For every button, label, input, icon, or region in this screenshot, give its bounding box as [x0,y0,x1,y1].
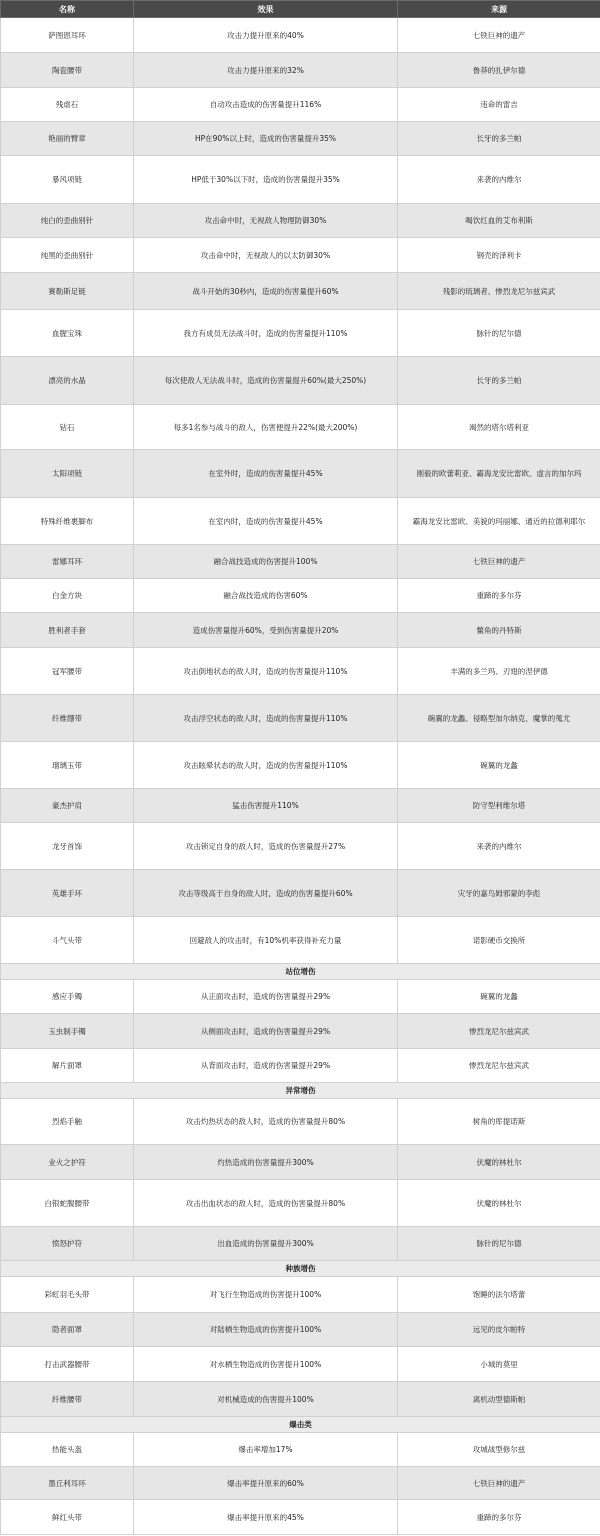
cell-source: 脉针的尼尔德 [398,1227,600,1261]
cell-source: 防守型利维尔塔 [398,789,600,823]
cell-source: 鲁莽的扎伊尔德 [398,53,600,88]
cell-source: 重蹄的多尔芬 [398,579,600,613]
cell-name: 冠军腰带 [1,648,134,695]
section-header-row [1,1417,600,1433]
table-row [1,1099,600,1145]
cell-source: 长牙的多兰帕 [398,357,600,405]
cell-source: 重蹄的多尔芬 [398,1500,600,1535]
cell-effect: 攻击力提升原来的40% [134,18,398,53]
cell-effect: 攻击灼热状态的敌人时，造成的伤害量提升80% [134,1099,398,1145]
table-row [1,789,600,823]
table-row [1,1180,600,1227]
table-row [1,273,600,310]
section-header-row [1,964,600,980]
cell-source: 长牙的多兰帕 [398,122,600,156]
cell-effect: 从侧面攻击时，造成的伤害量提升29% [134,1014,398,1049]
table-row [1,1433,600,1467]
cell-name: 龙牙首饰 [1,823,134,870]
cell-effect: 自动攻击造成的伤害量提升116% [134,88,398,122]
cell-source: 来袭的内维尔 [398,156,600,204]
cell-name: 漂亮的水晶 [1,357,134,405]
cell-source: 七铁巨神的遗产 [398,18,600,53]
header-name: 名称 [1,1,134,18]
header-source: 来源 [398,1,600,18]
cell-source: 攻城战型修尔兹 [398,1433,600,1467]
table-row [1,310,600,357]
cell-effect: 攻击命中时，无视敌人物理防御30% [134,204,398,238]
cell-source: 残影的琉璃者、惨烈龙尼尔兹宾武 [398,273,600,310]
cell-effect: 攻击力提升原来的32% [134,53,398,88]
table-row [1,870,600,917]
table-row [1,1049,600,1083]
cell-effect: 回避敌人的攻击时，有10%机率获得补充力量 [134,917,398,964]
cell-source: 小城的莫里 [398,1347,600,1382]
cell-effect: 对陆栖生物造成的伤害提升100% [134,1313,398,1347]
cell-effect: 爆击率提升原来的60% [134,1467,398,1500]
cell-source: 鳖角的丹特斯 [398,613,600,648]
cell-source: 七铁巨神的遗产 [398,1467,600,1500]
table-row [1,1313,600,1347]
cell-name: 愤怒护符 [1,1227,134,1261]
table-row [1,1347,600,1382]
cell-name: 豪杰护肩 [1,789,134,823]
cell-name: 纤维绷带 [1,695,134,742]
cell-source: 碗翼的龙蠡 [398,980,600,1014]
cell-name: 瑠璃玉带 [1,742,134,789]
cell-effect: HP在90%以上时，造成的伤害量提升35% [134,122,398,156]
cell-name: 暴风项链 [1,156,134,204]
cell-name: 白银蛇腹腰带 [1,1180,134,1227]
cell-name: 业火之护符 [1,1145,134,1180]
cell-effect: 对水栖生物造成的伤害提升100% [134,1347,398,1382]
cell-source: 碗翼的龙蠡 [398,742,600,789]
table-row [1,917,600,964]
table-body [1,18,600,1535]
cell-name: 感应手镯 [1,980,134,1014]
table-row [1,823,600,870]
cell-source: 钢壳的泽利卡 [398,238,600,273]
cell-name: 雷娜耳环 [1,545,134,579]
cell-source: 脉针的尼尔德 [398,310,600,357]
table-row [1,1277,600,1313]
cell-name: 血腥宝珠 [1,310,134,357]
cell-source: 离机动型德斯帕 [398,1382,600,1417]
cell-effect: 攻击浮空状态的敌人时，造成的伤害量提升110% [134,695,398,742]
table-row [1,1014,600,1049]
cell-name: 纤维腰带 [1,1382,134,1417]
cell-source: 来袭的内维尔 [398,823,600,870]
table-row [1,695,600,742]
cell-source: 惨烈龙尼尔兹宾武 [398,1049,600,1083]
cell-effect: 战斗开始的30秒内，造成的伤害量提升60% [134,273,398,310]
cell-effect: 攻击出血状态的敌人时，造成的伤害量提升80% [134,1180,398,1227]
table-row [1,450,600,498]
table-row [1,613,600,648]
cell-source: 灾牙的嘉鸟姆邪蒙的李彪 [398,870,600,917]
cell-name: 鲜红头带 [1,1500,134,1535]
table-header-row [1,1,600,18]
cell-name: 纯白的歪曲别针 [1,204,134,238]
table-row [1,980,600,1014]
cell-effect: 从背面攻击时，造成的伤害量提升29% [134,1049,398,1083]
cell-effect: 爆击率提升原来的45% [134,1500,398,1535]
table-row [1,579,600,613]
cell-name: 胜利者手套 [1,613,134,648]
cell-name: 太阳项链 [1,450,134,498]
cell-name: 钻石 [1,405,134,450]
cell-name: 陶瓷腰带 [1,53,134,88]
table-row [1,238,600,273]
table-row [1,742,600,789]
cell-effect: 在室内时，造成的伤害量提升45% [134,498,398,545]
table-row [1,122,600,156]
cell-source: 刚毅的欧蕾莉亚、霸海龙安比雷欧、虚言的加尔玛 [398,450,600,498]
cell-source: 丰满的多兰玛、刃翅的涅伊德 [398,648,600,695]
cell-source: 伏魔的林杜尔 [398,1145,600,1180]
cell-source: 违命的雷吉 [398,88,600,122]
cell-source: 伏魔的林杜尔 [398,1180,600,1227]
table-row [1,1467,600,1500]
table-row [1,1382,600,1417]
cell-effect: 攻击眩晕状态的敌人时，造成的伤害量提升110% [134,742,398,789]
cell-effect: 融合战技造成的伤害60% [134,579,398,613]
cell-name: 解片面罩 [1,1049,134,1083]
cell-name: 玉虫制手镯 [1,1014,134,1049]
table-row [1,648,600,695]
cell-name: 残虐石 [1,88,134,122]
table-row [1,357,600,405]
cell-name: 热能头盔 [1,1433,134,1467]
cell-effect: 从正面攻击时，造成的伤害量提升29% [134,980,398,1014]
table-row [1,53,600,88]
table-row [1,1145,600,1180]
cell-source: 诺影硬币交换所 [398,917,600,964]
section-title: 异常增伤 [1,1083,600,1099]
cell-effect: 猛击伤害提升110% [134,789,398,823]
cell-effect: 融合战技造成的伤害提升100% [134,545,398,579]
header-effect: 效果 [134,1,398,18]
cell-name: 赛勒斯足链 [1,273,134,310]
cell-effect: 我方有成员无法战斗时，造成的伤害量提升110% [134,310,398,357]
cell-source: 树角的库提诺斯 [398,1099,600,1145]
cell-effect: 每多1名参与战斗的敌人，伤害便提升22%(最大200%) [134,405,398,450]
cell-source: 饱睡的法尔塔蕾 [398,1277,600,1313]
cell-source: 惨烈龙尼尔兹宾武 [398,1014,600,1049]
table-row [1,18,600,53]
cell-name: 萨图恩耳环 [1,18,134,53]
cell-effect: 攻击倒地状态的敌人时，造成的伤害量提升110% [134,648,398,695]
cell-effect: 灼热造成的伤害量提升300% [134,1145,398,1180]
cell-effect: 每次使敌人无法战斗时，造成的伤害量提升60%(最大250%) [134,357,398,405]
section-title: 爆击类 [1,1417,600,1433]
cell-source: 霸海龙安比雷欧、美貌的玛丽娜、通近的拉德利耶尔 [398,498,600,545]
cell-effect: 攻击锁定自身的敌人时，造成的伤害量提升27% [134,823,398,870]
cell-effect: 在室外时，造成的伤害量提升45% [134,450,398,498]
cell-name: 纯黑的歪曲别针 [1,238,134,273]
table-row [1,156,600,204]
cell-name: 墨丘利耳环 [1,1467,134,1500]
table-row [1,1500,600,1535]
cell-name: 隐者面罩 [1,1313,134,1347]
table-row [1,498,600,545]
cell-source: 七铁巨神的遗产 [398,545,600,579]
table-row [1,405,600,450]
cell-source: 远见的皮尔帕特 [398,1313,600,1347]
cell-source: 喝饮红血的艾布利斯 [398,204,600,238]
cell-effect: 造成伤害量提升60%，受到伤害量提升20% [134,613,398,648]
cell-effect: 攻击等级高于自身的敌人时，造成的伤害量提升60% [134,870,398,917]
cell-name: 特殊纤维裹脚布 [1,498,134,545]
cell-effect: 出血造成的伤害量提升300% [134,1227,398,1261]
cell-name: 艳丽的臂章 [1,122,134,156]
section-title: 种族增伤 [1,1261,600,1277]
cell-name: 斗气头带 [1,917,134,964]
cell-name: 英雄手环 [1,870,134,917]
cell-effect: 攻击命中时，无视敌人的以太防御30% [134,238,398,273]
cell-effect: 对机械造成的伤害提升100% [134,1382,398,1417]
cell-name: 彩虹羽毛头带 [1,1277,134,1313]
section-header-row [1,1261,600,1277]
table-row [1,204,600,238]
section-header-row [1,1083,600,1099]
cell-name: 白金方块 [1,579,134,613]
cell-name: 打击武器腰带 [1,1347,134,1382]
table-row [1,545,600,579]
table-row [1,1227,600,1261]
cell-effect: 爆击率增加17% [134,1433,398,1467]
cell-effect: HP低于30%以下时，造成的伤害量提升35% [134,156,398,204]
cell-name: 烈焰手触 [1,1099,134,1145]
cell-source: 竭然的塔尔塔利亚 [398,405,600,450]
table-row [1,88,600,122]
cell-effect: 对飞行生物造成的伤害提升100% [134,1277,398,1313]
section-title: 站位增伤 [1,964,600,980]
cell-source: 碗翼的龙蠡、侵略型加尔纳克、魔掌的蒐尤 [398,695,600,742]
